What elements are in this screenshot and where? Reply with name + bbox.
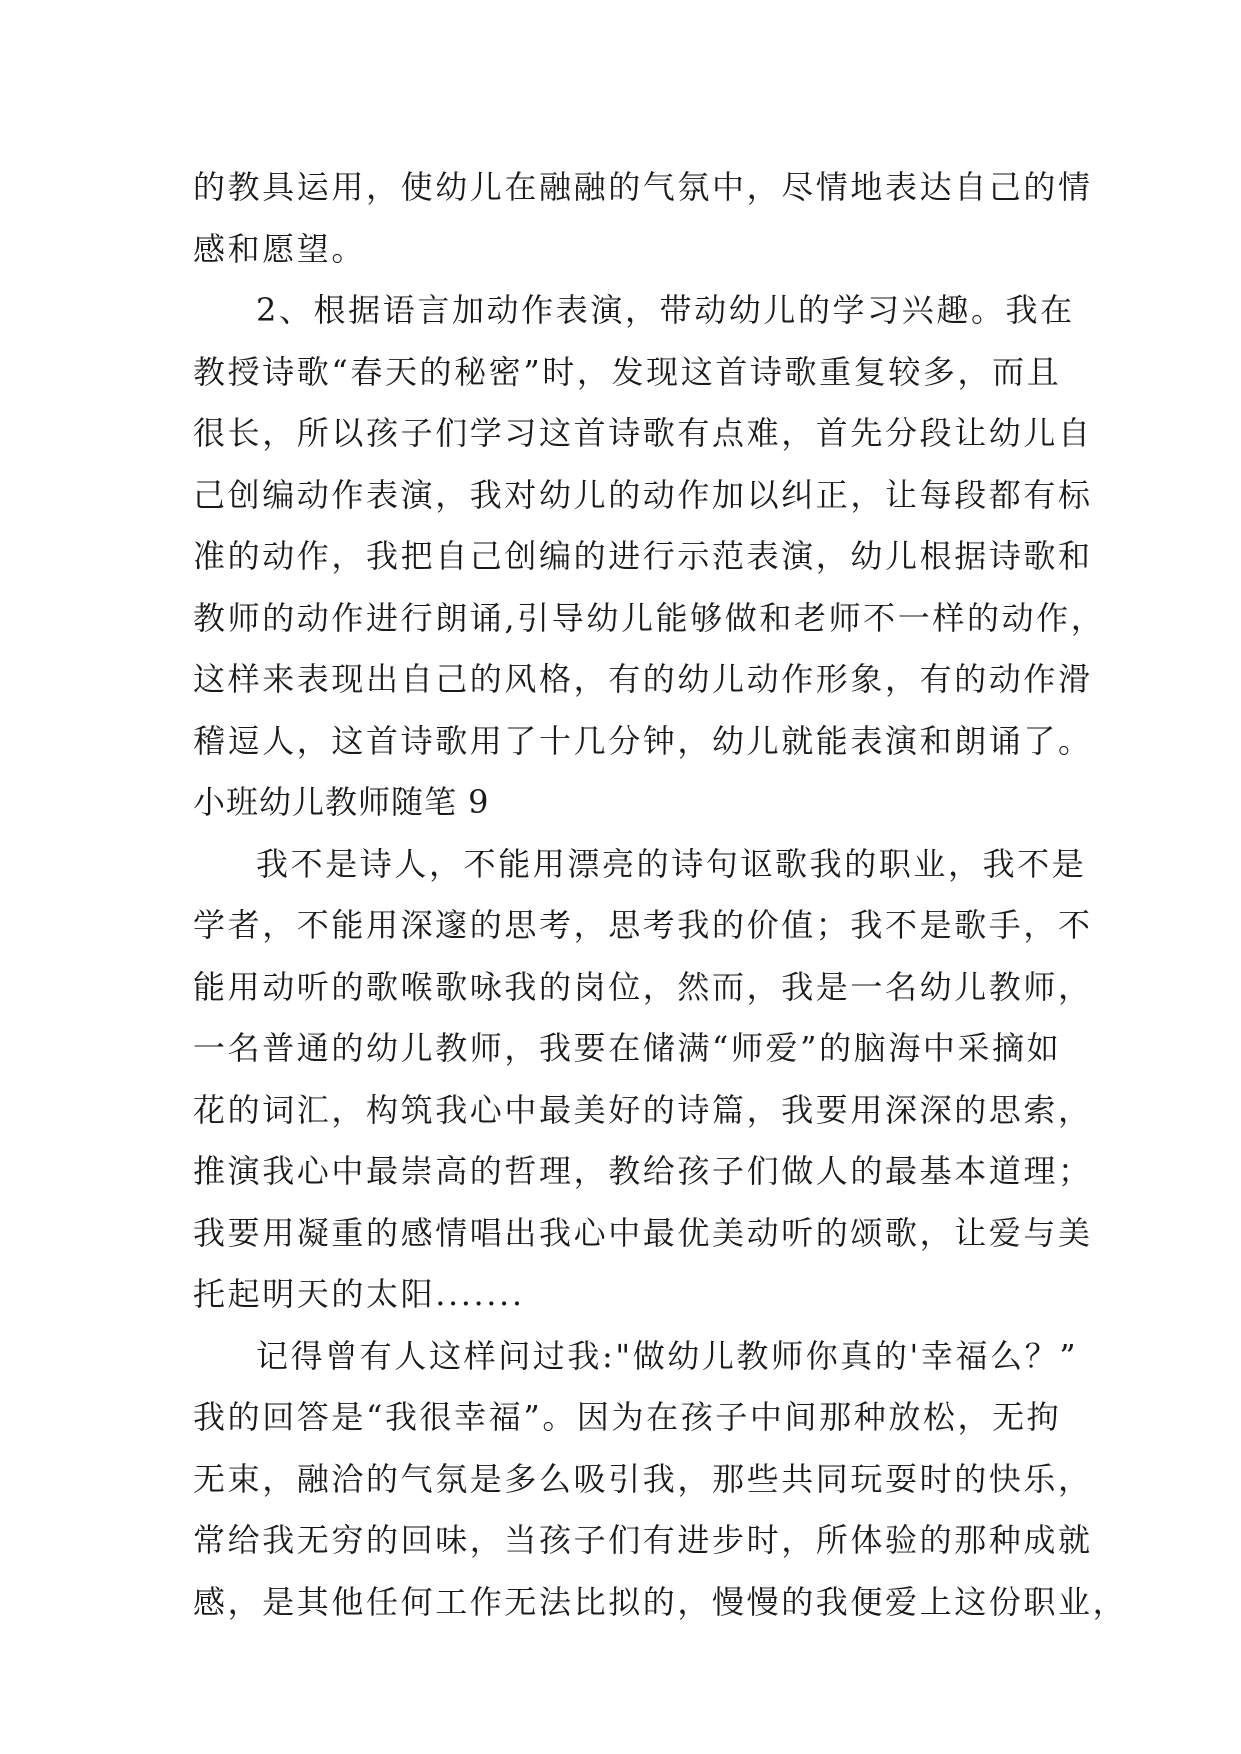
text-line: 感和愿望。: [193, 229, 367, 268]
text-line: 我的回答是“我很幸福”。因为在孩子中间那种放松，无拘: [193, 1398, 1062, 1436]
text-line: 一名普通的幼儿教师，我要在储满“师爱”的脑海中采摘如: [193, 1029, 1062, 1067]
text-line: 无束，融洽的气氛是多么吸引我，那些共同玩耍时的快乐，: [193, 1459, 1093, 1498]
text-line: 常给我无穷的回味，当孩子们有进步时，所体验的那种成就: [193, 1521, 1093, 1559]
heading-text: 小班幼儿教师随笔 9: [193, 783, 490, 821]
paragraph-continued: [193, 157, 1093, 280]
text-line: 2、根据语言加动作表演，带动幼儿的学习兴趣。我在: [256, 291, 1075, 329]
text-line: 教师的动作进行朗诵,引导幼儿能够做和老师不一样的动作，: [193, 598, 1106, 637]
text-line: 这样来表现出自己的风格，有的幼儿动作形象，有的动作滑: [193, 660, 1093, 698]
text-line: 我不是诗人，不能用漂亮的诗句讴歌我的职业，我不是: [256, 844, 1087, 883]
text-line: 能用动听的歌喉歌咏我的岗位，然而，我是一名幼儿教师，: [193, 967, 1093, 1006]
text-line: 己创编动作表演，我对幼儿的动作加以纠正，让每段都有标: [193, 475, 1093, 514]
text-line: 的教具运用，使幼儿在融融的气氛中，尽情地表达自己的情: [193, 168, 1093, 206]
text-line: 准的动作，我把自己创编的进行示范表演，幼儿根据诗歌和: [193, 537, 1093, 575]
text-line: 稽逗人，这首诗歌用了十几分钟，幼儿就能表演和朗诵了。: [193, 721, 1093, 760]
text-line: 我要用凝重的感情唱出我心中最优美动听的颂歌，让爱与美: [193, 1213, 1093, 1252]
text-line: 教授诗歌“春天的秘密”时，发现这首诗歌重复较多，而且: [193, 352, 1062, 391]
text-line: 推演我心中最崇高的哲理，教给孩子们做人的最基本道理；: [193, 1152, 1093, 1190]
paragraph: [193, 834, 1093, 1326]
text-line: 花的词汇，构筑我心中最美好的诗篇，我要用深深的思索，: [193, 1090, 1093, 1129]
text-line: 托起明天的太阳.......: [193, 1275, 525, 1313]
text-line: 很长，所以孩子们学习这首诗歌有点难，首先分段让幼儿自: [193, 414, 1093, 452]
text-line: 记得曾有人这样问过我:"做幼儿教师你真的'幸福么？”: [256, 1336, 1079, 1375]
section-heading: [193, 772, 1053, 834]
paragraph: [193, 280, 1106, 772]
paragraph: [193, 1326, 1128, 1634]
text-line: 感，是其他任何工作无法比拟的，慢慢的我便爱上这份职业，: [193, 1582, 1128, 1621]
document-body: [193, 157, 1128, 1633]
text-line: 学者，不能用深邃的思考，思考我的价值；我不是歌手，不: [193, 906, 1093, 944]
